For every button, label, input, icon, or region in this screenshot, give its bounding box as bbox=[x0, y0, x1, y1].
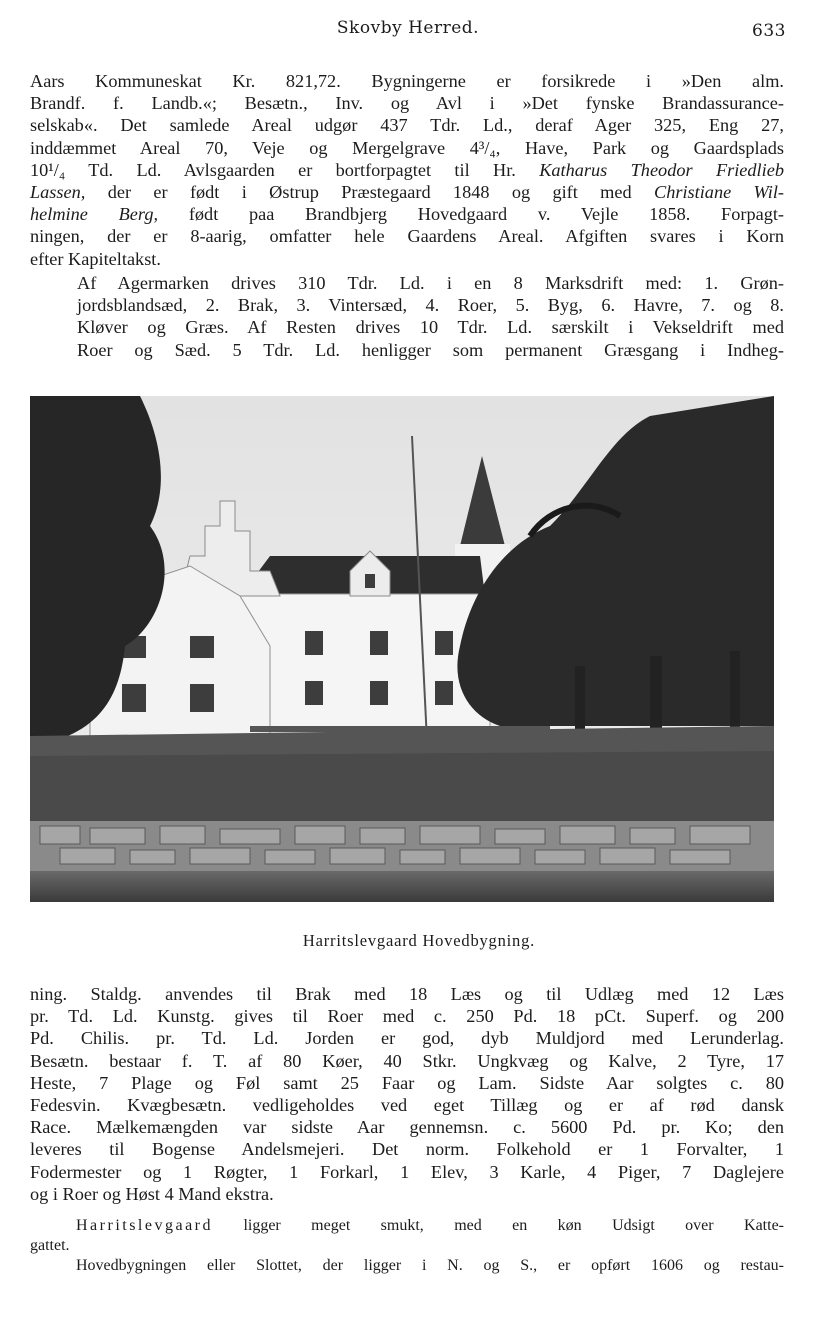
text-line: efter Kapiteltakst. bbox=[30, 248, 161, 269]
paragraph-main-building bbox=[30, 1256, 784, 1276]
text-line: Heste, 7 Plage og Føl samt 25 Faar og Lam. Sidste Aar solgtes c. 80 bbox=[30, 1072, 784, 1093]
text-line: Fodermester og 1 Røgter, 1 Forkarl, 1 Elev, 3 Karle, 4 Piger, 7 Daglejere bbox=[30, 1161, 784, 1182]
wife-surname: helmine Berg, bbox=[30, 204, 159, 225]
text-line: Kløver og Græs. Af Resten drives 10 Tdr. Ld. særskilt i Vekseldrift med bbox=[77, 317, 784, 338]
page-number: 633 bbox=[752, 21, 786, 41]
text-line: Fedesvin. Kvægbesætn. vedligeholdes ved eget Tillæg og er af rød dansk bbox=[30, 1095, 784, 1116]
text-line: inddæmmet Areal 70, Veje og Mergelgrave 4³/₄, Have, Park og Gaardsplads bbox=[30, 137, 784, 158]
text-fragment: født paa Brandbjerg Hovedgaard v. Vejle 1858. Forpagt- bbox=[188, 204, 785, 225]
text-line bbox=[30, 1216, 784, 1236]
text-line: og i Roer og Høst 4 Mand ekstra. bbox=[30, 1183, 274, 1204]
text-line: Aars Kommuneskat Kr. 821,72. Bygningerne er forsikrede i »Den alm. bbox=[30, 71, 784, 91]
tenant-name: Katharus Theodor Friedlieb bbox=[539, 159, 784, 180]
text-line: Besætn. bestaar f. T. af 80 Køer, 40 Stkr. Ungkvæg og Kalve, 2 Tyre, 17 bbox=[30, 1050, 784, 1071]
text-line: leveres til Bogense Andelsmejeri. Det norm. Folkehold er 1 Forvalter, 1 bbox=[30, 1139, 784, 1160]
wife-name: Christiane Wil- bbox=[654, 182, 784, 203]
paragraph-crop-rotation bbox=[30, 272, 784, 361]
page-header bbox=[30, 18, 786, 42]
text-fragment: der er født i Østrup Præstegaard 1848 og gift med bbox=[107, 182, 632, 203]
paragraph-location bbox=[30, 1216, 784, 1256]
text-fragment: ligger meget smukt, med en køn Udsigt over Katte- bbox=[243, 1217, 785, 1234]
text-line: jordsblandsæd, 2. Brak, 3. Vintersæd, 4. Roer, 5. Byg, 6. Havre, 7. og 8. bbox=[77, 295, 784, 316]
text-line: gattet. bbox=[30, 1237, 70, 1254]
text-line: Pd. Chilis. pr. Td. Ld. Jorden er god, dyb Muldjord med Lerunderlag. bbox=[30, 1028, 784, 1049]
text-line: Race. Mælkemængden var sidste Aar gennemsn. c. 5600 Pd. pr. Ko; den bbox=[30, 1117, 784, 1138]
text-line: Roer og Sæd. 5 Tdr. Ld. henligger som permanent Græsgang i Indheg- bbox=[77, 339, 784, 360]
text-line-with-name bbox=[30, 181, 784, 203]
running-title: Skovby Herred. bbox=[336, 18, 480, 38]
photo-caption: Harritslevgaard Hovedbygning. bbox=[302, 931, 536, 950]
tenant-surname: Lassen, bbox=[30, 182, 86, 203]
paragraph-farm-description bbox=[30, 70, 784, 270]
text-line: pr. Td. Ld. Kunstg. gives til Roer med c. 250 Pd. 18 pCt. Superf. og 200 bbox=[30, 1006, 784, 1027]
text-line: Af Agermarken drives 310 Tdr. Ld. i en 8 Marksdrift med: 1. Grøn- bbox=[77, 273, 784, 293]
text-line: Hovedbygningen eller Slottet, der ligger i N. og S., er opført 1606 og restau- bbox=[76, 1257, 784, 1274]
paragraph-livestock bbox=[30, 983, 784, 1205]
text-line: ning. Staldg. anvendes til Brak med 18 Læs og til Udlæg med 12 Læs bbox=[30, 984, 784, 1004]
text-line-with-name bbox=[30, 159, 784, 181]
text-line: selskab«. Det samlede Areal udgør 437 Tdr. Ld., deraf Ager 325, Eng 27, bbox=[30, 115, 784, 136]
text-line: Brandf. f. Landb.«; Besætn., Inv. og Avl i »Det fynske Brandassurance- bbox=[30, 93, 784, 114]
spaced-estate-name: Harritslevgaard bbox=[76, 1217, 214, 1234]
text-fragment: 10¹/₄ Td. Ld. Avlsgaarden er bortforpagtet til Hr. bbox=[30, 159, 516, 180]
manor-house-photograph bbox=[30, 396, 774, 902]
text-line: ningen, der er 8-aarig, omfatter hele Gaardens Areal. Afgiften svares i Korn bbox=[30, 226, 784, 247]
text-line-with-name bbox=[30, 203, 784, 225]
